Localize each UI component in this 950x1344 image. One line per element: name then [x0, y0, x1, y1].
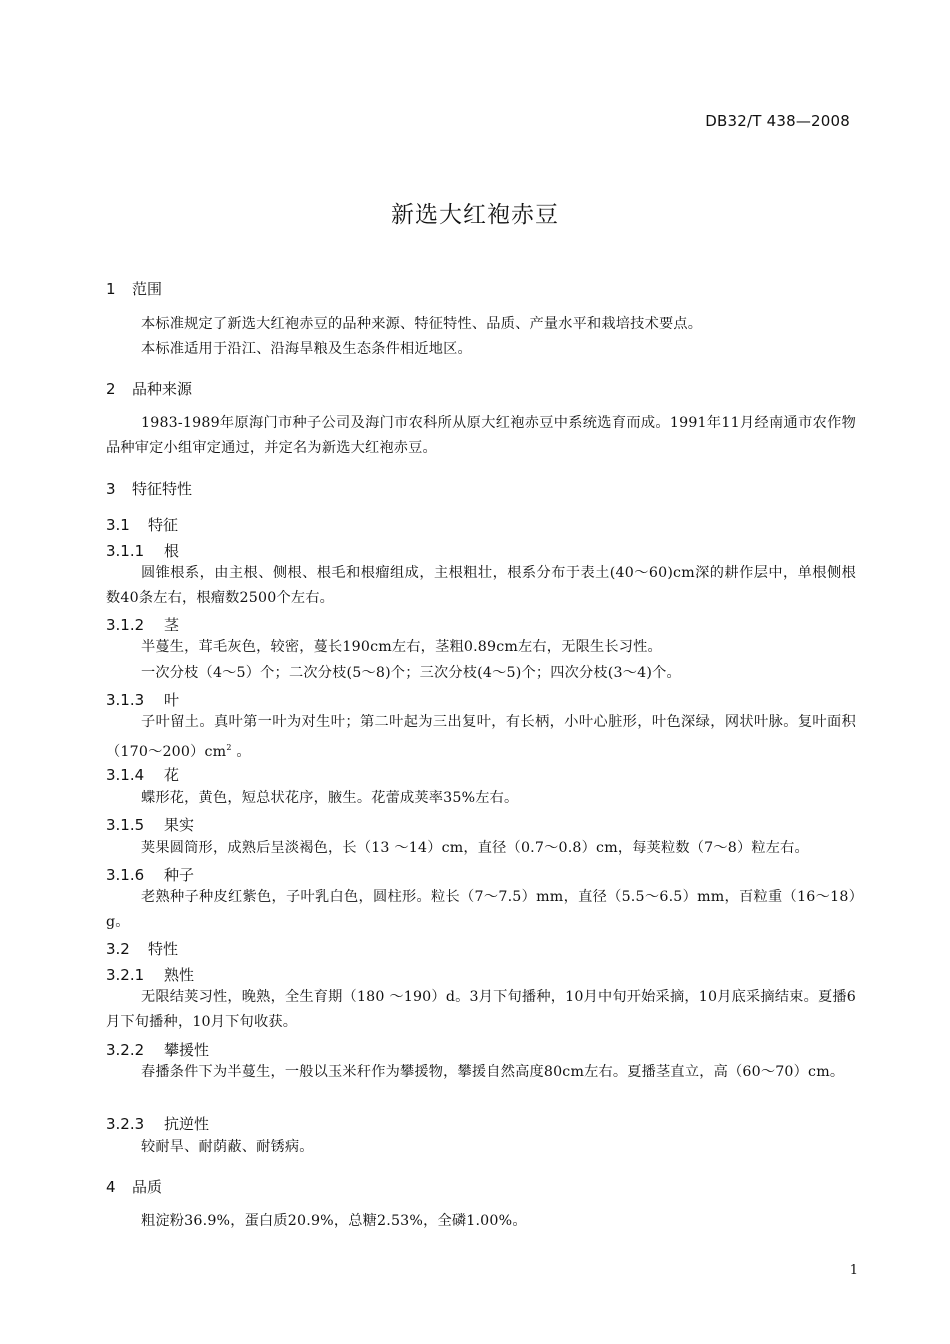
- section-3-2-2-paragraph: 春播条件下为半蔓生，一般以玉米秆作为攀援物，攀援自然高度80cm左右。夏播茎直立，高（60～70）cm。: [141, 1064, 845, 1080]
- section-title: 品种来源: [132, 380, 193, 398]
- section-3-1-2-paragraph-1: 半蔓生，茸毛灰色，较密，蔓长190cm左右，茎粗0.89cm左右，无限生长习性。: [141, 639, 662, 655]
- section-title: 根: [164, 542, 180, 560]
- section-title: 果实: [164, 816, 195, 834]
- section-number: 3: [106, 480, 116, 498]
- section-3-2-heading: [106, 938, 178, 959]
- section-title: 特征特性: [132, 480, 193, 498]
- section-number: 3.1.2: [106, 616, 145, 634]
- section-title: 茎: [164, 616, 180, 634]
- section-number: 3.2.3: [106, 1115, 145, 1133]
- section-title: 范围: [132, 280, 163, 298]
- section-number: 3.2.1: [106, 966, 145, 984]
- section-number: 3.1.1: [106, 542, 145, 560]
- section-3-2-1-paragraph: 无限结荚习性，晚熟，全生育期（180 ～190）d。3月下旬播种，10月中旬开始采摘，10月底采摘结束。夏播6月下旬播种，10月下旬收获。: [106, 989, 856, 1030]
- section-3-1-4-heading: [106, 764, 179, 785]
- section-number: 3.2.2: [106, 1041, 145, 1059]
- section-1-paragraph-2: 本标准适用于沿江、沿海旱粮及生态条件相近地区。: [141, 341, 472, 357]
- section-title: 特性: [148, 940, 179, 958]
- section-number: 3.1.6: [106, 866, 145, 884]
- section-number: 3.1.4: [106, 766, 145, 784]
- section-3-1-2-heading: [106, 614, 179, 635]
- section-3-1-5-paragraph: 荚果圆筒形，成熟后呈淡褐色，长（13 ～14）cm，直径（0.7～0.8）cm，每荚粒数（7～8）粒左右。: [141, 840, 809, 856]
- section-3-1-3-paragraph: [106, 710, 856, 765]
- standard-number: DB32/T 438—2008: [705, 112, 850, 130]
- section-number: 3.2: [106, 940, 130, 958]
- document-title: 新选大红袍赤豆: [391, 202, 559, 228]
- section-3-1-5-heading: [106, 814, 194, 835]
- paragraph-end: 。: [231, 744, 251, 760]
- section-3-2-3-heading: [106, 1113, 209, 1134]
- section-3-2-1-heading: [106, 964, 194, 985]
- section-2-heading: [106, 378, 192, 399]
- section-title: 攀援性: [164, 1041, 210, 1059]
- section-3-heading: [106, 478, 192, 499]
- section-title: 特征: [148, 516, 179, 534]
- section-4-heading: [106, 1176, 162, 1197]
- section-title: 种子: [164, 866, 195, 884]
- section-3-1-4-paragraph: 蝶形花，黄色，短总状花序，腋生。花蕾成荚率35%左右。: [141, 790, 519, 806]
- section-title: 叶: [164, 691, 180, 709]
- paragraph-text: 子叶留土。真叶第一叶为对生叶；第二叶起为三出复叶，有长柄，小叶心脏形，叶色深绿，网状叶脉。复叶面积（170～200）cm: [106, 714, 856, 760]
- section-title: 抗逆性: [164, 1115, 210, 1133]
- section-1-paragraph-1: 本标准规定了新选大红袍赤豆的品种来源、特征特性、品质、产量水平和栽培技术要点。: [141, 316, 703, 332]
- section-3-1-heading: [106, 514, 178, 535]
- section-3-2-2-heading: [106, 1039, 209, 1060]
- section-title: 品质: [132, 1178, 163, 1196]
- section-3-1-2-paragraph-2: 一次分枝（4～5）个；二次分枝(5～8)个；三次分枝(4～5)个；四次分枝(3～4)个。: [141, 665, 681, 681]
- section-3-1-1-paragraph: 圆锥根系，由主根、侧根、根毛和根瘤组成，主根粗壮，根系分布于表土(40～60)cm深的耕作层中，单根侧根数40条左右，根瘤数2500个左右。: [106, 565, 856, 606]
- section-4-paragraph: 粗淀粉36.9%，蛋白质20.9%，总糖2.53%，全磷1.00%。: [141, 1213, 527, 1229]
- section-title: 花: [164, 766, 180, 784]
- section-number: 3.1: [106, 516, 130, 534]
- section-3-1-1-heading: [106, 540, 179, 561]
- section-number: 3.1.3: [106, 691, 145, 709]
- section-2-paragraph: 1983-1989年原海门市种子公司及海门市农科所从原大红袍赤豆中系统选育而成。1991年11月经南通市农作物品种审定小组审定通过，并定名为新选大红袍赤豆。: [106, 415, 856, 456]
- section-number: 4: [106, 1178, 116, 1196]
- section-number: 3.1.5: [106, 816, 145, 834]
- section-title: 熟性: [164, 966, 195, 984]
- page-number: 1: [849, 1263, 858, 1278]
- section-3-1-6-heading: [106, 864, 194, 885]
- section-1-heading: [106, 278, 162, 299]
- section-3-1-3-heading: [106, 689, 179, 710]
- section-3-1-6-paragraph: 老熟种子种皮红紫色，子叶乳白色，圆柱形。粒长（7～7.5）mm，直径（5.5～6.5）mm，百粒重（16～18）g。: [106, 889, 856, 930]
- section-number: 1: [106, 280, 116, 298]
- section-number: 2: [106, 380, 116, 398]
- section-3-2-3-paragraph: 较耐旱、耐荫蔽、耐锈病。: [141, 1139, 314, 1155]
- superscript: 2: [226, 743, 232, 752]
